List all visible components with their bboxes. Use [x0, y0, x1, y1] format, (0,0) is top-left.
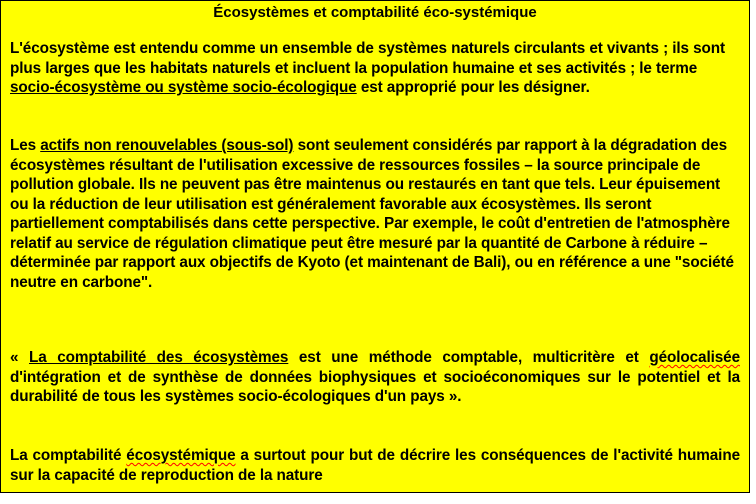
p1-underlined-term: socio-écosystème ou système socio-écologique: [10, 79, 357, 96]
p3-spellcheck-word: géolocalisée: [649, 349, 740, 366]
p1-text-a: L'écosystème est entendu comme un ensemble de systèmes naturels circulants et vivants ; ils sont plus larges que les habitats naturels et incluent la population humaine et ses activités ; le terme: [10, 40, 725, 77]
p2-underlined-term: actifs non renouvelables (sous-sol): [40, 137, 294, 154]
paragraph-ecosystem-accounting-goal: [10, 446, 740, 485]
p2-text-a: Les: [10, 137, 41, 154]
p4-text-b: a surtout pour but de décrire les conséquences de l'activité humaine sur la capacité de reproduction de la nature: [10, 447, 740, 484]
paragraph-ecosystem-definition: [10, 39, 740, 98]
page-title: Écosystèmes et comptabilité éco-systémique: [213, 4, 537, 21]
p1-text-b: est approprié pour les désigner.: [356, 79, 590, 96]
p3-text-a: est une méthode comptable, multicritère et: [288, 349, 650, 366]
p2-text-b: sont seulement considérés par rapport à la dégradation des écosystèmes résultant de l'utilisation excessive de ressources fossiles – la source principale de pollution globale. Ils ne peuvent pas être maintenus ou restaurés en tant que tels. Leur épuisement ou la réduction de leur utilisation est généralement favorable aux écosystèmes. Ils seront partiellement comptabilisés dans cette perspective. Par exemple, le coût d'entretien de l'atmosphère relatif au service de régulation climatique peut être mesuré par la quantité de Carbone à réduire – déterminée par rapport aux objectifs de Kyoto (et maintenant de Bali), ou en référence a une "société neutre en carbone".: [10, 137, 734, 291]
p3-underlined-term: La comptabilité des écosystèmes: [28, 349, 289, 366]
paragraph-ecosystem-accounting-quote: [10, 348, 740, 407]
p4-spellcheck-word: écosystémique: [126, 447, 236, 464]
p4-text-a: La comptabilité: [10, 447, 127, 464]
p3-text-b: d'intégration et de synthèse de données biophysiques et socioéconomiques sur le potentiel et la durabilité de tous les systèmes socio-écologiques d'un pays ».: [10, 368, 740, 405]
paragraph-non-renewable-assets: [10, 136, 740, 292]
p3-open-quote: «: [10, 349, 29, 366]
